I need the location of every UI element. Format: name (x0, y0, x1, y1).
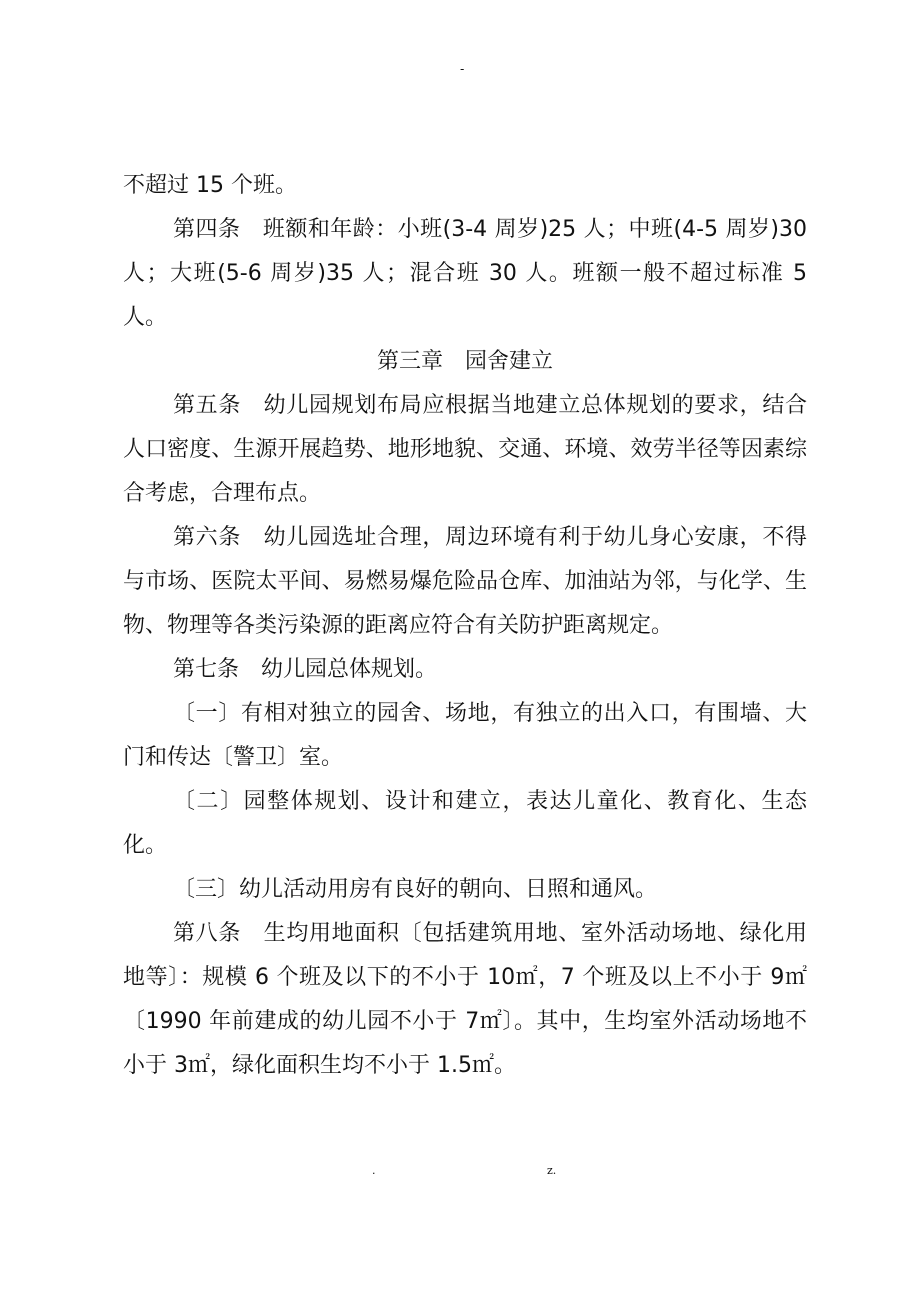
article-7-item-1: 〔一〕有相对独立的园舍、场地，有独立的出入口，有围墙、大门和传达〔警卫〕室。 (123, 701, 807, 770)
article-5: 第五条 幼儿园规划布局应根据当地建立总体规划的要求，结合人口密度、生源开展趋势、地形地貌、交通、环境、效劳半径等因素综合考虑，合理布点。 (123, 393, 807, 506)
document-body (123, 164, 807, 1088)
article-7: 第七条 幼儿园总体规划。 (173, 657, 438, 682)
chapter-3-heading: 第三章 园舍建立 (376, 349, 553, 374)
article-8: 第八条 生均用地面积〔包括建筑用地、室外活动场地、绿化用地等〕：规模 6 个班及以下的不小于 10㎡，7 个班及以上不小于 9㎡〔1990 年前建成的幼儿园不小于 7㎡〕。其中，生均室外活动场地不小于 3㎡，绿化面积生均不小于 1.5㎡。 (123, 921, 807, 1078)
paragraph-continuation: 不超过 15 个班。 (123, 173, 297, 198)
article-6: 第六条 幼儿园选址合理，周边环境有利于幼儿身心安康，不得与市场、医院太平间、易燃易爆危险品仓库、加油站为邻，与化学、生物、物理等各类污染源的距离应符合有关防护距离规定。 (123, 525, 807, 638)
article-7-item-2: 〔二〕园整体规划、设计和建立，表达儿童化、教育化、生态化。 (123, 789, 807, 858)
page-header-mark: - (460, 62, 465, 76)
page-footer-right-mark: z. (547, 1164, 557, 1177)
article-7-item-3: 〔三〕幼儿活动用房有良好的朝向、日照和通风。 (173, 877, 658, 902)
article-4: 第四条 班额和年龄：小班(3-4 周岁)25 人；中班(4-5 周岁)30 人；大班(5-6 周岁)35 人；混合班 30 人。班额一般不超过标准 5 人。 (123, 217, 807, 330)
page-footer-left-mark: . (372, 1164, 376, 1177)
